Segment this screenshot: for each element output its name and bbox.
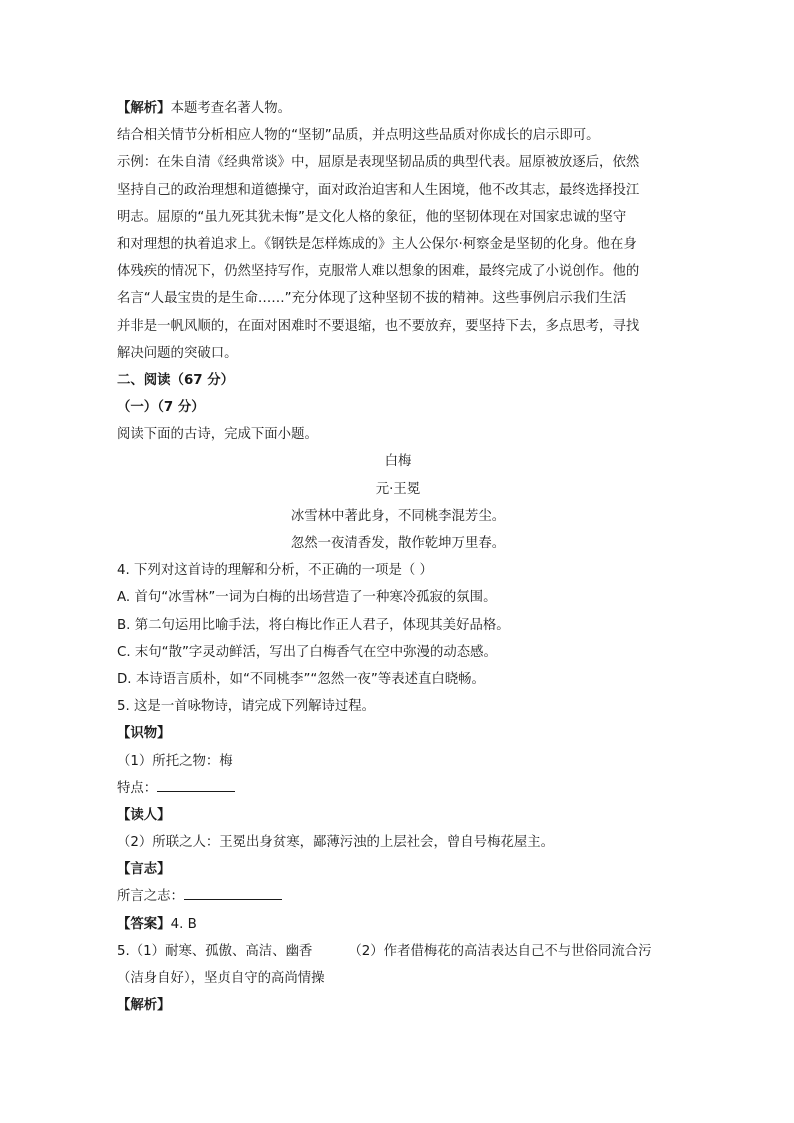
trait-blank xyxy=(157,777,235,792)
analysis-line xyxy=(117,95,679,122)
answer-line xyxy=(117,911,679,938)
analysis-header-2: 【解析】 xyxy=(117,998,171,1014)
aspiration-blank xyxy=(184,885,282,900)
answer-q5-continuation: （洁身自好），坚贞自守的高尚情操 xyxy=(117,971,325,986)
poem-author: 元·王冕 xyxy=(375,481,421,497)
example-line-2: 坚持自己的政治理想和道德操守，面对政治迫害和人生困境，他不改其志，最终选择投江 xyxy=(117,182,640,198)
step-aspiration-header: 【言志】 xyxy=(117,862,171,878)
aspiration-fill-line xyxy=(117,883,679,910)
instruction: 阅读下面的古诗，完成下面小题。 xyxy=(117,427,318,443)
step-identify-header: 【识物】 xyxy=(117,726,171,742)
answer-q5-part1: 5.（1）耐寒、孤傲、高洁、幽香 xyxy=(117,943,313,959)
step-read-person-item: （2）所联之人：王冕出身贫寒，鄙薄污浊的上层社会，曾自号梅花屋主。 xyxy=(117,835,555,851)
question-4-stem: 4. 下列对这首诗的理解和分析，不正确的一项是（ ） xyxy=(117,563,433,579)
example-line-5: 体残疾的情况下，仍然坚持写作，克服常人难以想象的困难，最终完成了小说创作。他的 xyxy=(117,264,640,280)
trait-fill-label: 特点： xyxy=(117,780,158,796)
section-title: 二、阅读（67 分） xyxy=(117,372,235,388)
question-5-stem: 5. 这是一首咏物诗，请完成下列解诗过程。 xyxy=(117,699,376,715)
analysis-intro: 本题考查名著人物。 xyxy=(170,101,292,116)
answer-q5-line xyxy=(117,938,679,965)
example-line-6: 名言“人最宝贵的是生命……”充分体现了这种坚韧不拔的精神。这些事例启示我们生活 xyxy=(117,291,627,307)
trait-fill-line xyxy=(117,775,679,802)
example-line-3: 明志。屈原的“虽九死其犹未悔”是文化人格的象征，他的坚韧体现在对国家忠诚的坚守 xyxy=(117,209,627,225)
analysis-line-2: 结合相关情节分析相应人物的“坚韧”品质，并点明这些品质对你成长的启示即可。 xyxy=(117,128,600,144)
example-line-8: 解决问题的突破口。 xyxy=(117,345,238,361)
poem-title: 白梅 xyxy=(384,454,412,470)
poem-line-1: 冰雪林中著此身，不同桃李混芳尘。 xyxy=(290,508,506,524)
answer-q4: 4. B xyxy=(170,916,197,932)
step-identify-item: （1）所托之物：梅 xyxy=(117,753,233,769)
question-4-option-b: B. 第二句运用比喻手法，将白梅比作正人君子，体现其美好品格。 xyxy=(117,617,510,633)
question-4-option-c: C. 末句“散”字灵动鲜活，写出了白梅香气在空中弥漫的动态感。 xyxy=(117,644,497,660)
part-title: （一）（7 分） xyxy=(117,400,205,416)
answer-q5-part2: （2）作者借梅花的高洁表达自己不与世俗同流合污 xyxy=(348,943,652,959)
example-line-7: 并非是一帆风顺的，在面对困难时不要退缩，也不要放弃，要坚持下去，多点思考，寻找 xyxy=(117,318,640,334)
example-line-1: 示例：在朱自清《经典常谈》中，屈原是表现坚韧品质的典型代表。屈原被放逐后，依然 xyxy=(117,155,640,171)
analysis-header: 【解析】 xyxy=(117,101,171,116)
aspiration-fill-label: 所言之志： xyxy=(117,889,184,905)
example-line-4: 和对理想的执着追求上。《钢铁是怎样炼成的》主人公保尔·柯察金是坚韧的化身。他在身 xyxy=(117,236,637,252)
poem-line-2: 忽然一夜清香发，散作乾坤万里春。 xyxy=(290,536,506,551)
step-read-person-header: 【读人】 xyxy=(117,807,171,823)
answer-header: 【答案】 xyxy=(117,916,171,932)
page-content xyxy=(117,95,679,1019)
question-4-option-a: A. 首句“冰雪林”一词为白梅的出场营造了一种寒冷孤寂的氛围。 xyxy=(117,590,497,606)
question-4-option-d: D. 本诗语言质朴，如“不同桃李”“忽然一夜”等表述直白晓畅。 xyxy=(117,671,485,687)
